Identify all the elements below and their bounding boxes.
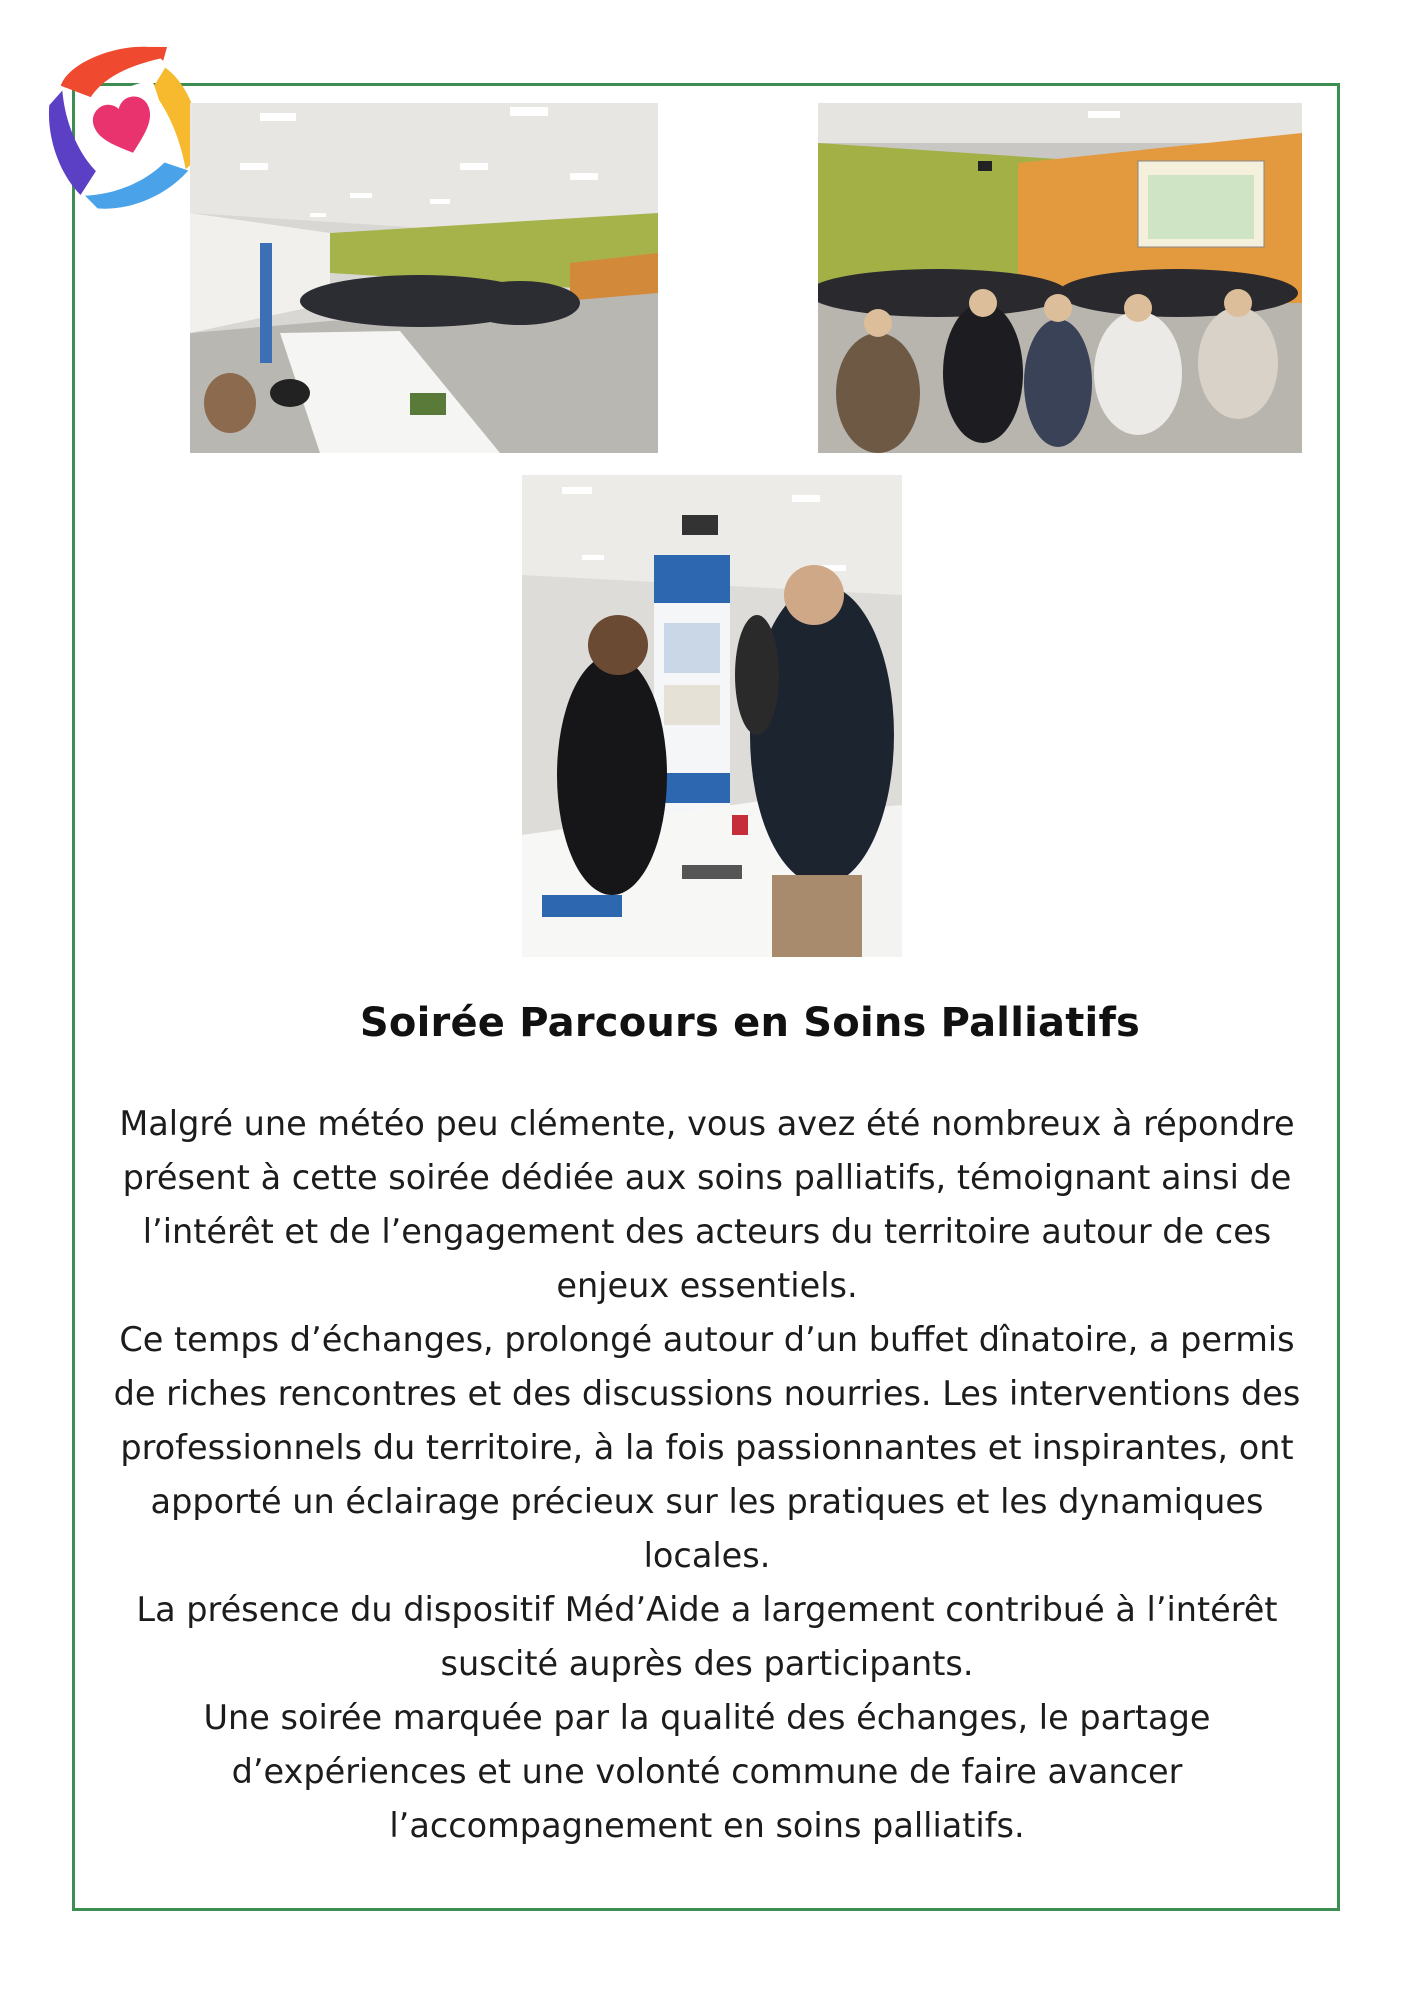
audience-projection-photo — [818, 103, 1302, 453]
page-title: Soirée Parcours en Soins Palliatifs — [359, 1000, 1141, 1046]
paragraph-2: Ce temps d’échanges, prolongé autour d’un buffet dînatoire, a permis de riches rencontres et des discussions nourries. Les interventions des professionnels du territoire, à la fois passionnantes et inspirantes, ont apporté un éclairage précieux sur les pratiques et les dynamiques locales. — [113, 1320, 1301, 1575]
paragraph-3: La présence du dispositif Méd’Aide a largement contribué à l’intérêt suscité auprès des participants. — [136, 1590, 1278, 1683]
conference-room-photo — [190, 103, 658, 453]
information-stand-photo — [522, 475, 902, 957]
article-body — [100, 1097, 1314, 1853]
paragraph-1: Malgré une météo peu clémente, vous avez été nombreux à répondre présent à cette soirée dédiée aux soins palliatifs, témoignant ainsi de l’intérêt et de l’engagement des acteurs du territoire autour de ces enjeux essentiels. — [119, 1104, 1295, 1305]
paragraph-4: Une soirée marquée par la qualité des échanges, le partage d’expériences et une volonté commune de faire avancer l’accompagnement en soins palliatifs. — [203, 1698, 1211, 1845]
